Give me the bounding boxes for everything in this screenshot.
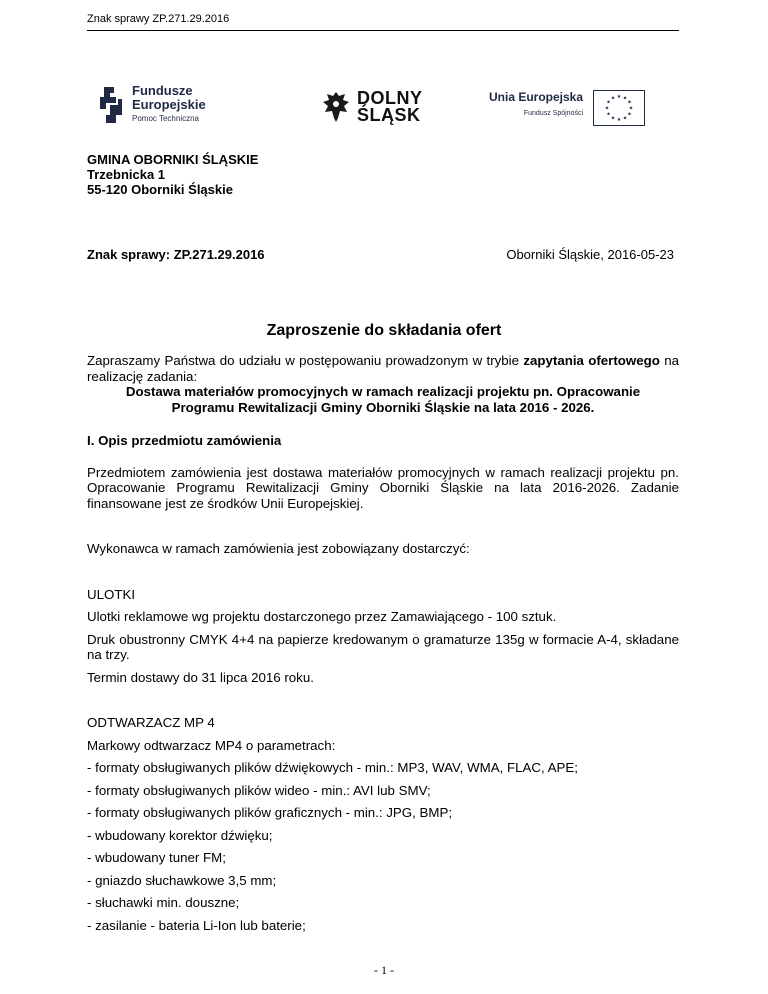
svg-text:★: ★	[610, 115, 616, 122]
page-number: - 1 -	[374, 963, 394, 977]
recipient-address	[87, 152, 258, 197]
ulotki-p3: Termin dostawy do 31 lipca 2016 roku.	[87, 669, 314, 685]
contractor-paragraph: Wykonawca w ramach zamówienia jest zobowiązany dostarczyć:	[87, 541, 470, 556]
svg-text:★: ★	[622, 115, 628, 122]
section1-paragraph: Przedmiotem zamówienia jest dostawa materiałów promocyjnych w ramach realizacji projektu pn. Opracowanie Programu Rewitalizacji Gminy Oborniki Śląskie na lata 2016-2026. Zadanie finansowane jest ze środków Unii Europejskiej.	[87, 464, 679, 511]
subject-line2: Programu Rewitalizacji Gminy Oborniki Śląskie na lata 2016 - 2026.	[171, 399, 595, 415]
svg-text:★: ★	[628, 105, 634, 112]
intro-paragraph	[87, 353, 679, 384]
fe-emblem-icon	[98, 85, 124, 125]
address-line1: GMINA OBORNIKI ŚLĄSKIE	[87, 152, 259, 167]
dolny-slask-logo	[321, 90, 423, 124]
document-title: Zaproszenie do składania ofert	[266, 322, 502, 339]
svg-text:★: ★	[627, 111, 632, 118]
document-body	[87, 353, 679, 933]
svg-text:★: ★	[606, 111, 611, 118]
mp4-intro: Markowy odtwarzacz MP4 o parametrach:	[87, 737, 336, 753]
list-item: - wbudowany korektor dźwięku;	[87, 827, 273, 843]
place-date: Oborniki Śląskie, 2016-05-23	[506, 247, 674, 262]
ds-line1: DOLNY	[357, 88, 423, 108]
mp4-heading: ODTWARZACZ MP 4	[87, 715, 215, 730]
fe-line2: Europejskie	[132, 97, 206, 112]
ulotki-heading: ULOTKI	[87, 586, 136, 602]
list-item: - formaty obsługiwanych plików dźwiękowych - min.: MP3, WAV, WMA, FLAC, APE;	[87, 760, 578, 775]
subject-line1: Dostawa materiałów promocyjnych w ramach realizacji projektu pn. Opracowanie	[125, 384, 641, 399]
list-item: - formaty obsługiwanych plików wideo - min.: AVI lub SMV;	[87, 782, 431, 798]
svg-text:★: ★	[610, 95, 616, 102]
intro-part2: na realizację zadania:	[87, 353, 679, 384]
list-item: - gniazdo słuchawkowe 3,5 mm;	[87, 872, 277, 888]
svg-text:★: ★	[604, 105, 610, 112]
ds-line2: ŚLĄSK	[357, 105, 421, 125]
section1-heading: I. Opis przedmiotu zamówienia	[87, 433, 282, 448]
ue-line1: Unia Europejska	[489, 90, 584, 104]
list-item: - formaty obsługiwanych plików graficznych - min.: JPG, BMP;	[87, 805, 453, 820]
ue-line2: Fundusz Spójności	[523, 110, 584, 117]
ulotki-p2: Druk obustronny CMYK 4+4 na papierze kredowanym o gramaturze 135g w formacie A-4, składane na trzy.	[87, 631, 679, 662]
eagle-icon	[321, 90, 351, 124]
fe-line1: Fundusze	[132, 83, 193, 98]
eu-flag-icon	[593, 90, 645, 126]
ulotki-p1: Ulotki reklamowe wg projektu dostarczonego przez Zamawiającego - 100 sztuk.	[87, 609, 557, 624]
reference-line	[87, 247, 674, 262]
unia-europejska-logo	[489, 90, 645, 126]
case-reference: Znak sprawy: ZP.271.29.2016	[87, 247, 265, 262]
list-item: - słuchawki min. douszne;	[87, 895, 240, 910]
fe-line3: Pomoc Techniczna	[132, 114, 199, 123]
list-item: - wbudowany tuner FM;	[87, 850, 226, 865]
svg-text:★: ★	[616, 94, 622, 100]
svg-text:★: ★	[606, 99, 611, 106]
svg-text:★: ★	[616, 117, 622, 123]
address-line3: 55-120 Oborniki Śląskie	[87, 182, 233, 197]
running-header: Znak sprawy ZP.271.29.2016	[87, 13, 679, 31]
logo-strip	[0, 84, 768, 134]
intro-bold: zapytania ofertowego	[523, 353, 660, 368]
svg-text:★: ★	[622, 95, 628, 102]
fundusze-europejskie-logo	[98, 84, 206, 126]
address-line2: Trzebnicka 1	[87, 167, 166, 182]
svg-text:★: ★	[627, 99, 632, 106]
list-item: - zasilanie - bateria Li-Ion lub baterie;	[87, 917, 306, 933]
intro-part1: Zapraszamy Państwa do udziału w postępowaniu prowadzonym w trybie	[87, 353, 524, 368]
